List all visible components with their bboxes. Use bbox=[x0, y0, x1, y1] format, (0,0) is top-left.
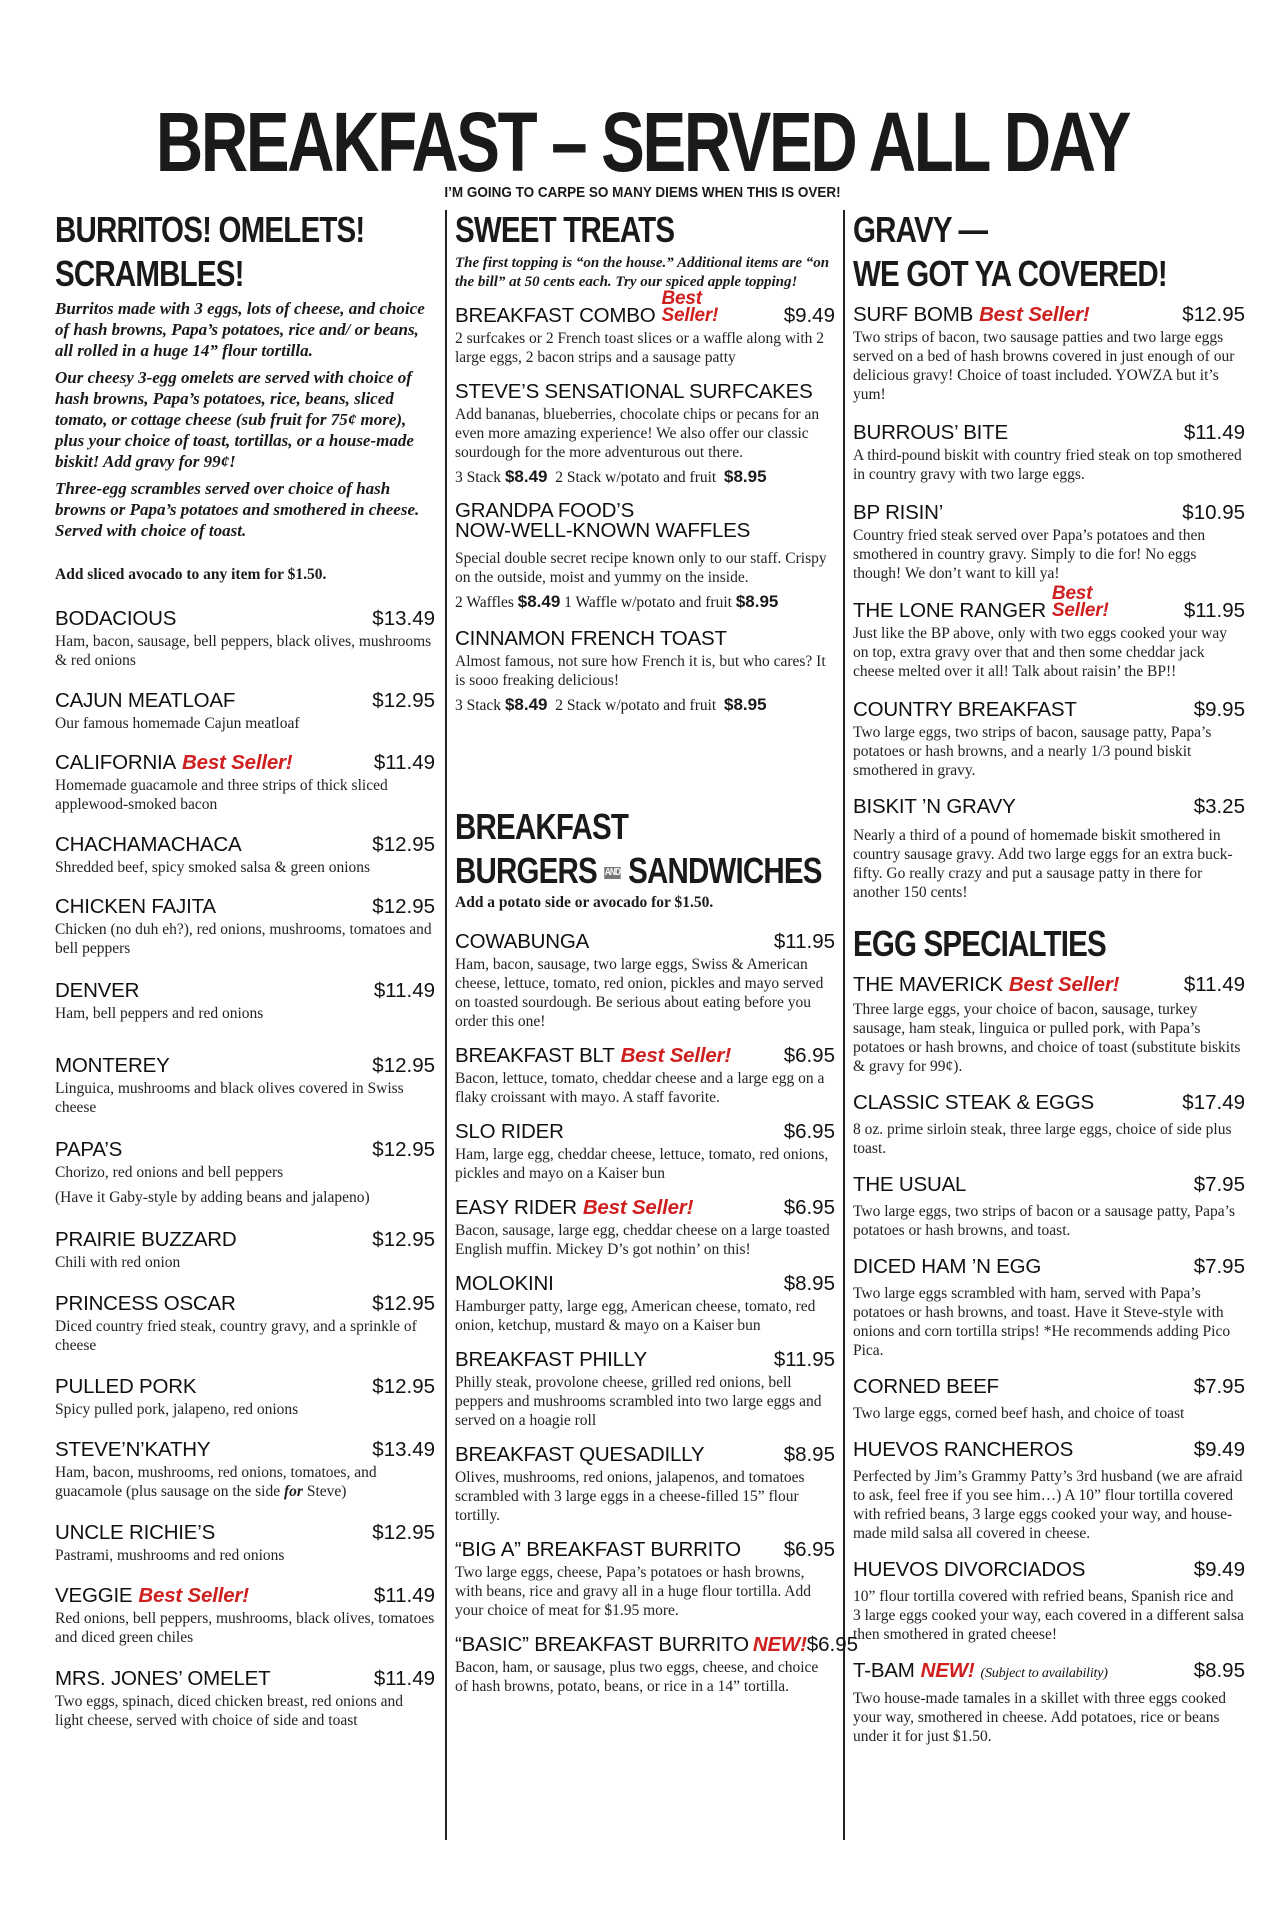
heading-sandwiches: SANDWICHES bbox=[628, 850, 822, 891]
menu-item bbox=[853, 1374, 1245, 1423]
burgers-note: Add a potato side or avocado for $1.50. bbox=[455, 894, 714, 911]
item-description-text: Ham, bacon, mushrooms, red onions, tomatoes, and guacamole (plus sausage on the side bbox=[55, 1464, 377, 1500]
new-badge: NEW! bbox=[920, 1659, 975, 1682]
item-price-options bbox=[455, 694, 835, 717]
item-price: $6.95 bbox=[783, 1044, 835, 1067]
item-description: Hamburger patty, large egg, American cheese, tomato, red onion, ketchup, mustard & mayo on a Kaiser bun bbox=[455, 1298, 816, 1334]
menu-item bbox=[55, 978, 435, 1023]
item-price: $17.49 bbox=[1182, 1091, 1245, 1114]
item-description: Two eggs, spinach, diced chicken breast, red onions and light cheese, served with choice of side and toast bbox=[55, 1693, 403, 1729]
item-name: DICED HAM ’N EGG bbox=[853, 1255, 1042, 1278]
item-price: $9.49 bbox=[1193, 1558, 1245, 1581]
menu-item bbox=[455, 1195, 835, 1259]
item-name: THE LONE RANGER bbox=[853, 599, 1046, 622]
item-description: Bacon, ham, or sausage, plus two eggs, cheese, and choice of hash browns, potato, beans, or rice in a 14” tortilla. bbox=[455, 1659, 819, 1695]
heading-burgers: BURGERS bbox=[455, 850, 597, 891]
option-price: $8.95 bbox=[723, 467, 767, 486]
menu-item bbox=[853, 1090, 1245, 1158]
section-heading-burgers-sandwiches bbox=[455, 849, 822, 893]
item-price: $12.95 bbox=[372, 1292, 435, 1315]
menu-item bbox=[455, 379, 835, 489]
option-label: 1 Waffle w/potato and fruit bbox=[564, 594, 732, 611]
menu-item bbox=[455, 929, 835, 1031]
menu-item bbox=[853, 1658, 1245, 1746]
item-description: Red onions, bell peppers, mushrooms, black olives, tomatoes and diced green chiles bbox=[55, 1610, 435, 1646]
item-description: Two strips of bacon, two sausage patties and two large eggs served on a bed of hash browns covered in just enough of our delicious gravy! Choice of toast included. YOWZA but it’s yum! bbox=[853, 329, 1235, 403]
item-description: Chorizo, red onions and bell peppers bbox=[55, 1164, 284, 1181]
item-description-text: Steve) bbox=[302, 1483, 347, 1500]
item-price: $12.95 bbox=[1182, 303, 1245, 326]
item-description: Chicken (no duh eh?), red onions, mushrooms, tomatoes and bell peppers bbox=[55, 921, 432, 957]
item-description: Add bananas, blueberries, chocolate chips or pecans for an even more amazing experience! We also offer our classic sourdough for the more adventurous out there. bbox=[455, 406, 820, 461]
item-description: Ham, large egg, cheddar cheese, lettuce, tomato, red onions, pickles and mayo on a Kaiser bun bbox=[455, 1146, 829, 1182]
item-description: Three large eggs, your choice of bacon, sausage, turkey sausage, ham steak, linguica or pulled pork, with Papa’s potatoes or hash browns, and choice of toast (substitute biskits & gravy for 99¢). bbox=[853, 1001, 1241, 1075]
item-price: $11.49 bbox=[373, 979, 435, 1002]
item-price: $11.49 bbox=[373, 1667, 435, 1690]
item-description: Diced country fried steak, country gravy, and a sprinkle of cheese bbox=[55, 1318, 417, 1354]
menu-item bbox=[853, 500, 1245, 583]
best-seller-badge: Best Seller! bbox=[661, 288, 719, 326]
item-name: BODACIOUS bbox=[55, 607, 177, 630]
best-seller-badge: Best Seller! bbox=[182, 751, 293, 774]
item-price: $11.95 bbox=[773, 1348, 835, 1371]
menu-item bbox=[853, 697, 1245, 780]
item-price: $12.95 bbox=[372, 1054, 435, 1077]
item-description: Two large eggs, two strips of bacon or a sausage patty, Papa’s potatoes or hash browns, and toast. bbox=[853, 1203, 1236, 1239]
item-name: PRINCESS OSCAR bbox=[55, 1292, 236, 1315]
item-name: PULLED PORK bbox=[55, 1375, 197, 1398]
sweet-treats-intro: The first topping is “on the house.” Additional items are “on the bill” at 50 cents each. Try our spiced apple topping! bbox=[455, 255, 830, 290]
section-heading-breakfast: BREAKFAST bbox=[455, 806, 629, 847]
option-label: 3 Stack bbox=[455, 469, 502, 486]
item-description: A third-pound biskit with country fried steak on top smothered in country gravy with two large eggs. bbox=[853, 447, 1242, 483]
item-name: BREAKFAST COMBO bbox=[455, 304, 656, 327]
menu-item bbox=[55, 1666, 435, 1730]
item-name: CLASSIC STEAK & EGGS bbox=[853, 1091, 1094, 1114]
heading-and: AND bbox=[604, 867, 621, 879]
item-price: $3.25 bbox=[1193, 795, 1245, 818]
item-name: EASY RIDER bbox=[455, 1196, 577, 1219]
item-name: CORNED BEEF bbox=[853, 1375, 999, 1398]
item-price: $6.95 bbox=[783, 1196, 835, 1219]
best-seller-badge: Best Seller! bbox=[582, 1196, 694, 1219]
item-description: Nearly a third of a pound of homemade biskit smothered in country sausage gravy. Add two large eggs for an extra buck-fifty. Go really crazy and put a sausage patty in there for another 150 cents! bbox=[853, 827, 1233, 901]
item-price: $6.95 bbox=[783, 1120, 835, 1143]
item-name: STEVE’S SENSATIONAL SURFCAKES bbox=[455, 380, 813, 403]
option-label: 2 Stack w/potato and fruit bbox=[555, 469, 717, 486]
item-name: SURF BOMB bbox=[853, 303, 974, 326]
item-price: $11.49 bbox=[1183, 973, 1245, 996]
item-price: $12.95 bbox=[372, 689, 435, 712]
item-name: PAPA’S bbox=[55, 1138, 123, 1161]
item-price: $9.49 bbox=[1193, 1438, 1245, 1461]
menu-item bbox=[455, 288, 835, 367]
column-divider-right bbox=[843, 210, 845, 1840]
item-price: $8.95 bbox=[783, 1443, 835, 1466]
sweet-treats-burgers-section bbox=[455, 208, 859, 1696]
item-description: Special double secret recipe known only to our staff. Crispy on the outside, moist and yummy on the inside. bbox=[455, 550, 827, 586]
item-price: $8.95 bbox=[783, 1272, 835, 1295]
menu-item bbox=[55, 688, 435, 733]
item-name: CINNAMON FRENCH TOAST bbox=[455, 627, 727, 650]
item-price: $13.49 bbox=[372, 1438, 435, 1461]
menu-item bbox=[55, 750, 435, 814]
menu-item bbox=[455, 626, 835, 717]
item-name: THE USUAL bbox=[853, 1173, 967, 1196]
section-heading-burritos-line1: BURRITOS! OMELETS! bbox=[55, 209, 365, 250]
item-description: 10” flour tortilla covered with refried beans, Spanish rice and 3 large eggs cooked your way, each covered in a different salsa then smothered in grated cheese! bbox=[853, 1588, 1244, 1643]
item-description: Almost famous, not sure how French it is, but who cares? It is sooo freaking delicious! bbox=[455, 653, 826, 689]
item-price: $7.95 bbox=[1193, 1255, 1245, 1278]
item-name: BISKIT ’N GRAVY bbox=[853, 795, 1016, 818]
item-description: Philly steak, provolone cheese, grilled red onions, bell peppers and mushrooms scrambled into two large eggs and served on a hoagie roll bbox=[455, 1374, 822, 1429]
item-price: $10.95 bbox=[1182, 501, 1245, 524]
best-seller-badge: Best Seller! bbox=[620, 1044, 731, 1067]
item-name: CHACHAMACHACA bbox=[55, 833, 242, 856]
item-description: Ham, bell peppers and red onions bbox=[55, 1005, 264, 1022]
item-description: 2 surfcakes or 2 French toast slices or a waffle along with 2 large eggs, 2 bacon strips and a sausage patty bbox=[455, 330, 825, 366]
item-description: 8 oz. prime sirloin steak, three large eggs, choice of side plus toast. bbox=[853, 1121, 1232, 1157]
item-name: MRS. JONES’ OMELET bbox=[55, 1667, 271, 1690]
page-subtitle: I’M GOING TO CARPE SO MANY DIEMS WHEN THIS IS OVER! bbox=[444, 184, 841, 201]
gravy-egg-specialties-section bbox=[853, 208, 1245, 1746]
option-label: 2 Waffles bbox=[455, 594, 514, 611]
item-description: Two large eggs, cheese, Papa’s potatoes or hash browns, with beans, rice and gravy all in a huge flour tortilla. Add your choice of meat for $1.95 more. bbox=[455, 1564, 811, 1619]
item-price: $9.49 bbox=[783, 304, 835, 327]
menu-item bbox=[455, 1537, 835, 1620]
new-badge: NEW! bbox=[752, 1633, 807, 1656]
item-name: BREAKFAST BLT bbox=[455, 1044, 615, 1067]
item-description: Two large eggs, two strips of bacon, sausage patty, Papa’s potatoes or hash browns, and a nearly 1/3 pound biskit smothered in gravy. bbox=[853, 724, 1212, 779]
menu-item bbox=[853, 1437, 1245, 1543]
menu-item bbox=[853, 972, 1245, 1076]
item-name: VEGGIE bbox=[55, 1584, 133, 1607]
menu-item bbox=[55, 1437, 435, 1501]
menu-item bbox=[455, 501, 835, 614]
menu-item bbox=[55, 1291, 435, 1355]
item-description: Two large eggs, corned beef hash, and choice of toast bbox=[853, 1405, 1185, 1422]
item-description: Ham, bacon, sausage, bell peppers, black olives, mushrooms & red onions bbox=[55, 633, 432, 669]
menu-item bbox=[55, 1227, 435, 1272]
item-name: THE MAVERICK bbox=[853, 973, 1003, 996]
item-name: GRANDPA FOOD’S bbox=[455, 499, 635, 522]
item-description: Chili with red onion bbox=[55, 1254, 181, 1271]
item-price: $11.95 bbox=[1183, 599, 1245, 622]
item-price: $7.95 bbox=[1193, 1375, 1245, 1398]
menu-item bbox=[55, 1137, 435, 1207]
menu-item bbox=[55, 606, 435, 670]
item-name: MONTEREY bbox=[55, 1054, 170, 1077]
menu-item bbox=[455, 1442, 835, 1525]
item-price-options bbox=[455, 466, 835, 489]
section-heading-egg-specialties: EGG SPECIALTIES bbox=[853, 923, 1106, 964]
item-price: $6.95 bbox=[783, 1538, 835, 1561]
section-heading-gravy-line2: WE GOT YA COVERED! bbox=[853, 253, 1167, 294]
item-price: $9.95 bbox=[1193, 698, 1245, 721]
item-name: HUEVOS RANCHEROS bbox=[853, 1438, 1074, 1461]
option-price: $8.95 bbox=[735, 592, 779, 611]
item-name: BREAKFAST PHILLY bbox=[455, 1348, 648, 1371]
item-price: $6.95 bbox=[806, 1633, 859, 1656]
item-description: Country fried steak served over Papa’s potatoes and then smothered in country gravy. Simply to die for! No eggs though! We don’t want to kill ya! bbox=[853, 527, 1206, 582]
item-price: $12.95 bbox=[372, 1521, 435, 1544]
item-price: $11.49 bbox=[1183, 421, 1245, 444]
menu-item bbox=[853, 794, 1245, 902]
item-price: $11.49 bbox=[373, 751, 435, 774]
item-name: COUNTRY BREAKFAST bbox=[853, 698, 1077, 721]
item-price: $11.95 bbox=[773, 930, 835, 953]
best-seller-badge: Best Seller! bbox=[1051, 583, 1109, 621]
item-description: Linguica, mushrooms and black olives covered in Swiss cheese bbox=[55, 1080, 404, 1116]
option-price: $8.49 bbox=[504, 467, 548, 486]
item-price: $12.95 bbox=[372, 1138, 435, 1161]
menu-item bbox=[853, 302, 1245, 404]
option-price: $8.49 bbox=[517, 592, 561, 611]
item-description: Our famous homemade Cajun meatloaf bbox=[55, 715, 300, 732]
item-name: “BIG A” BREAKFAST BURRITO bbox=[455, 1538, 741, 1561]
item-name: “BASIC” BREAKFAST BURRITO bbox=[455, 1633, 749, 1656]
item-description: Perfected by Jim’s Grammy Patty’s 3rd husband (we are afraid to ask, feel free if you see him…) A 10” flour tortilla covered with refried beans, 3 large eggs cooked your way, and house-made mild salsa all covered in cheese. bbox=[853, 1468, 1243, 1542]
item-name: CAJUN MEATLOAF bbox=[55, 689, 236, 712]
item-price: $13.49 bbox=[372, 607, 435, 630]
menu-item bbox=[455, 1119, 835, 1183]
item-description: Just like the BP above, only with two eggs cooked your way on top, extra gravy over that and then some cheddar jack cheese melted over it all! Talk about raisin’ the BP!! bbox=[853, 625, 1227, 680]
item-price: $12.95 bbox=[372, 1228, 435, 1251]
item-description: Two house-made tamales in a skillet with three eggs cooked your way, smothered in cheese. Add potatoes, rice or beans under it for just $1.50. bbox=[853, 1690, 1226, 1745]
menu-item bbox=[853, 1254, 1245, 1360]
item-name: BURROUS’ BITE bbox=[853, 421, 1008, 444]
menu-item bbox=[55, 832, 435, 877]
item-name: STEVE’N’KATHY bbox=[55, 1438, 211, 1461]
menu-item bbox=[853, 583, 1245, 681]
item-description bbox=[55, 1463, 435, 1501]
item-price: $12.95 bbox=[372, 895, 435, 918]
menu-item bbox=[853, 420, 1245, 484]
option-label: 3 Stack bbox=[455, 697, 502, 714]
menu-item bbox=[853, 1557, 1245, 1644]
item-name: COWABUNGA bbox=[455, 930, 590, 953]
page-title: BREAKFAST – SERVED ALL DAY bbox=[155, 95, 1130, 189]
menu-item bbox=[455, 1632, 859, 1696]
menu-item bbox=[853, 1172, 1245, 1240]
item-price: $12.95 bbox=[372, 1375, 435, 1398]
availability-note: (Subject to availability) bbox=[980, 1666, 1108, 1681]
item-description: Ham, bacon, sausage, two large eggs, Swiss & American cheese, lettuce, tomato, red onion, pickles and mayo served on toasted sourdough. Be serious about eating before you order this one! bbox=[455, 956, 824, 1030]
item-price: $7.95 bbox=[1193, 1173, 1245, 1196]
scrambles-intro: Three-egg scrambles served over choice of hash browns or Papa’s potatoes and smothered in cheese. Served with choice of toast. bbox=[55, 479, 420, 540]
item-description: Pastrami, mushrooms and red onions bbox=[55, 1547, 285, 1564]
menu-item bbox=[55, 1053, 435, 1117]
item-price: $12.95 bbox=[372, 833, 435, 856]
item-price-options bbox=[455, 591, 835, 614]
item-description: Olives, mushrooms, red onions, jalapenos, and tomatoes scrambled with 3 large eggs in a cheese-filled 15” flour tortilly. bbox=[455, 1469, 805, 1524]
best-seller-badge: Best Seller! bbox=[138, 1584, 249, 1607]
item-note: (Have it Gaby-style by adding beans and jalapeno) bbox=[55, 1189, 370, 1206]
option-label: 2 Stack w/potato and fruit bbox=[555, 697, 717, 714]
section-intro bbox=[55, 298, 435, 541]
menu-item bbox=[455, 1271, 835, 1335]
section-heading-sweet-treats: SWEET TREATS bbox=[455, 209, 675, 250]
burritos-omelets-scrambles-section bbox=[55, 208, 435, 1730]
item-name: PRAIRIE BUZZARD bbox=[55, 1228, 237, 1251]
item-name: SLO RIDER bbox=[455, 1120, 564, 1143]
menu-item bbox=[55, 1374, 435, 1419]
item-name: BP RISIN’ bbox=[853, 501, 944, 524]
option-price: $8.49 bbox=[504, 695, 548, 714]
item-price: $11.49 bbox=[373, 1584, 435, 1607]
item-description: Spicy pulled pork, jalapeno, red onions bbox=[55, 1401, 299, 1418]
menu-item bbox=[455, 1043, 835, 1107]
column-divider-left bbox=[445, 210, 447, 1840]
item-description: Bacon, lettuce, tomato, cheddar cheese and a large egg on a flaky croissant with mayo. A staff favorite. bbox=[455, 1070, 825, 1106]
best-seller-badge: Best Seller! bbox=[979, 303, 1090, 326]
item-price: $8.95 bbox=[1193, 1659, 1245, 1682]
section-heading-burritos-line2: SCRAMBLES! bbox=[55, 253, 244, 294]
item-name: NOW-WELL-KNOWN WAFFLES bbox=[455, 519, 751, 542]
avocado-note: Add sliced avocado to any item for $1.50. bbox=[55, 566, 327, 583]
menu-item bbox=[55, 1520, 435, 1565]
item-name: MOLOKINI bbox=[455, 1272, 554, 1295]
item-description: Two large eggs scrambled with ham, served with Papa’s potatoes or hash browns, and toast. Have it Steve-style with onions and corn tortilla strips! *He recommends adding Pico Pica. bbox=[853, 1285, 1231, 1359]
burgers-sandwiches-section bbox=[455, 805, 859, 1696]
menu-item bbox=[455, 1347, 835, 1430]
item-name: UNCLE RICHIE’S bbox=[55, 1521, 216, 1544]
item-name: CALIFORNIA bbox=[55, 751, 177, 774]
burritos-intro: Burritos made with 3 eggs, lots of cheese, and choice of hash browns, Papa’s potatoes, rice and/ or beans, all rolled in a huge 14” flour tortilla. bbox=[55, 299, 425, 360]
item-name: BREAKFAST QUESADILLY bbox=[455, 1443, 705, 1466]
item-description: Bacon, sausage, large egg, cheddar cheese on a large toasted English muffin. Mickey D’s got nothin’ on this! bbox=[455, 1222, 830, 1258]
item-description: Homemade guacamole and three strips of thick sliced applewood-smoked bacon bbox=[55, 777, 388, 813]
item-description: Shredded beef, spicy smoked salsa & green onions bbox=[55, 859, 371, 876]
item-name: DENVER bbox=[55, 979, 140, 1002]
item-name: CHICKEN FAJITA bbox=[55, 895, 216, 918]
best-seller-badge: Best Seller! bbox=[1008, 973, 1120, 996]
menu-item bbox=[55, 894, 435, 958]
item-name: HUEVOS DIVORCIADOS bbox=[853, 1558, 1086, 1581]
section-heading-gravy-line1: GRAVY — bbox=[853, 209, 988, 250]
option-price: $8.95 bbox=[723, 695, 767, 714]
item-name: T-BAM bbox=[853, 1659, 915, 1682]
omelets-intro: Our cheesy 3-egg omelets are served with choice of hash browns, Papa’s potatoes, rice, beans, sliced tomato, or cottage cheese (sub fruit for 75¢ more), plus your choice of toast, tortillas, or a house-made biskit! Add gravy for 99¢! bbox=[55, 368, 414, 471]
menu-item bbox=[55, 1583, 435, 1647]
item-description-emphasis: for bbox=[284, 1483, 303, 1500]
menu-header bbox=[0, 95, 1285, 202]
